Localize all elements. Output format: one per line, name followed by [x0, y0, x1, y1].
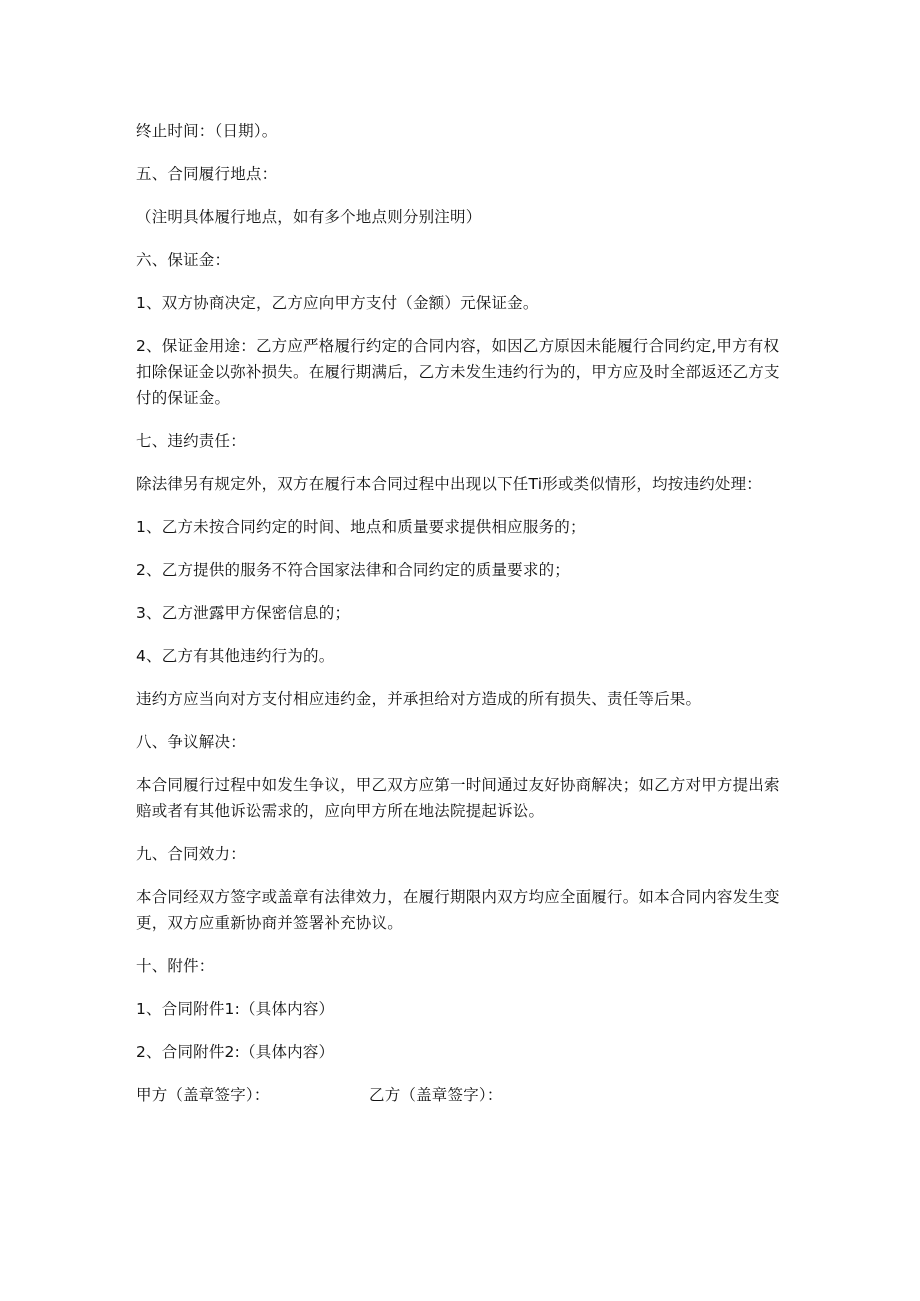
section-6-heading: 六、保证金：: [136, 251, 231, 269]
section-8-heading: 八、争议解决：: [136, 733, 246, 751]
attachment-2: 2、合同附件2:（具体内容）: [136, 1043, 335, 1061]
section-6-item-2: 2、保证金用途：乙方应严格履行约定的合同内容，如因乙方原因未能履行合同约定,甲方有权扣除保证金以弥补损失。在履行期满后，乙方未发生违约行为的，甲方应及时全部返还乙方支付的保证金。: [136, 337, 780, 407]
section-9-heading: 九、合同效力：: [136, 845, 246, 863]
section-7-heading: 七、违约责任：: [136, 432, 246, 450]
attachment-1: 1、合同附件1:（具体内容）: [136, 1000, 335, 1018]
section-8-body: 本合同履行过程中如发生争议，甲乙双方应第一时间通过友好协商解决；如乙方对甲方提出索赔或者有其他诉讼需求的，应向甲方所在地法院提起诉讼。: [136, 776, 780, 820]
section-9-body: 本合同经双方签字或盖章有法律效力，在履行期限内双方均应全面履行。如本合同内容发生变更，双方应重新协商并签署补充协议。: [136, 888, 780, 932]
termination-time: 终止时间：（日期）。: [136, 122, 278, 140]
section-10-heading: 十、附件：: [136, 957, 215, 975]
section-7-item-4: 4、乙方有其他违约行为的。: [136, 647, 335, 665]
section-7-conclusion: 违约方应当向对方支付相应违约金，并承担给对方造成的所有损失、责任等后果。: [136, 690, 702, 708]
section-7-intro: 除法律另有规定外，双方在履行本合同过程中出现以下任Ti形或类似情形，均按违约处理：: [136, 475, 763, 493]
party-a-signature: 甲方（盖章签字）：: [136, 1086, 270, 1104]
section-7-item-2: 2、乙方提供的服务不符合国家法律和合同约定的质量要求的；: [136, 561, 570, 579]
document-page: [136, 118, 786, 1108]
signature-row: [136, 1082, 786, 1108]
section-7-item-3: 3、乙方泄露甲方保密信息的；: [136, 604, 351, 622]
party-b-signature: 乙方（盖章签字）：: [369, 1086, 503, 1104]
section-7-item-1: 1、乙方未按合同约定的时间、地点和质量要求提供相应服务的；: [136, 518, 586, 536]
section-5-note: （注明具体履行地点，如有多个地点则分别注明）: [136, 208, 482, 226]
section-5-heading: 五、合同履行地点：: [136, 165, 278, 183]
section-6-item-1: 1、双方协商决定，乙方应向甲方支付（金额）元保证金。: [136, 294, 539, 312]
